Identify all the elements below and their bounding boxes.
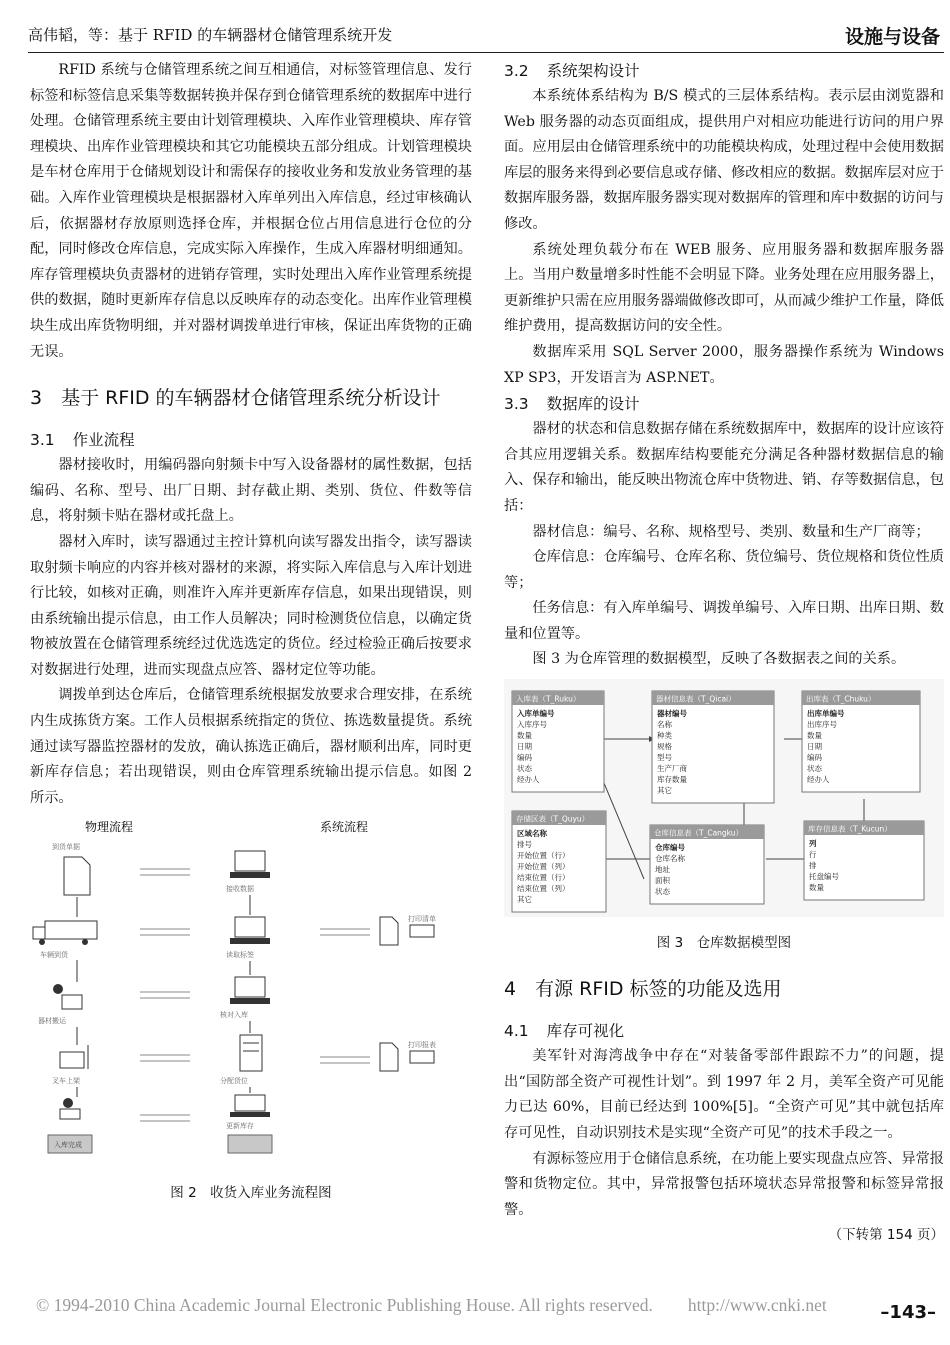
db-table-5 (804, 821, 924, 900)
computer-icon-2 (235, 917, 265, 937)
section-3-3-paragraph-1: 器材的状态和信息数据存储在系统数据库中，数据库的设计应该符合其应用逻辑关系。数据库结构要能充分满足各种器材数据信息的输入、保存和输出，能反映出物流仓库中货物进、销、存等数据信息，包括： (504, 421, 944, 514)
db-field: 仓库编号 (655, 843, 685, 853)
section-3-3-paragraph-5: 图 3 为仓库管理的数据模型，反映了各数据表之间的关系。 (532, 651, 906, 668)
db-field: 数量 (809, 883, 824, 893)
section-3-1-paragraph-3: 调拨单到达仓库后，仓储管理系统根据发放要求合理安排，在系统内生成拣货方案。工作人员根据系统指定的货位、拣选数量提货。系统通过读写器监控器材的发放，确认拣选正确后，器材顺利出库，同时更新库存信息；若出现错误，则由仓库管理系统输出提示信息。如图 2 所示。 (30, 687, 472, 806)
continued-note: （下转第 154 页） (828, 1227, 944, 1244)
db-field: 其它 (517, 895, 532, 905)
phys-label-4: 入库完成 (54, 1141, 82, 1150)
db-field: 出库单编号 (807, 709, 845, 719)
sys-label-0: 接收数据 (226, 885, 254, 894)
db-field: 其它 (657, 786, 672, 796)
report-icon-2 (380, 1043, 398, 1071)
intro-paragraph: RFID 系统与仓储管理系统之间互相通信，对标签管理信息、发行标签和标签信息采集等数据转换并保存到仓储管理系统的数据库中进行处理。仓储管理系统主要由计划管理模块、入库作业管理模块、库存管理模块、出库作业管理模块和其它功能模块五部分组成。计划管理模块是车材仓库用于仓储规划设计和需保存的接收业务和发放业务管理的基础。入库作业管理模块是根据器材入库单列出入库信息，经过审核确认后，依据器材存放原则选择仓库，并根据仓位占用信息进行仓位的分配，同时修改仓库信息，完成实际入库操作，生成入库器材明细通知。库存管理模块负责器材的进销存管理，实时处理出入库作业管理系统提供的数据，随时更新库存信息以反映库存的动态变化。出库作业管理模块生成出库货物明细，并对器材调拨单进行审核，保证出库货物的正确无误。 (30, 62, 472, 360)
phys-label-3: 叉车上架 (52, 1077, 80, 1086)
section-4-1-heading (504, 1018, 944, 1044)
db-field: 生产厂商 (657, 764, 687, 774)
db-field: 编码 (807, 753, 822, 763)
db-table-title: 存储区表（T_Quyu） (516, 814, 590, 824)
left-column (30, 58, 472, 1207)
section-3-2-number: 3.2 (504, 62, 529, 80)
phys-label-0: 到货单据 (52, 843, 80, 852)
report-icon (380, 917, 398, 945)
worker-icon (53, 984, 63, 994)
db-field: 数量 (517, 731, 532, 741)
db-field: 排 (809, 861, 817, 871)
db-field: 结束位置（行） (517, 873, 570, 883)
computer-icon (235, 851, 265, 871)
db-field: 状态 (655, 887, 670, 897)
sys-label-4: 更新库存 (226, 1122, 254, 1131)
db-table-title: 器材信息表（T_Qicai） (656, 694, 736, 704)
section-3-3-title: 数据库的设计 (546, 395, 640, 414)
section-3-3-paragraph-4: 任务信息：有入库单编号、调拨单编号、入库日期、出库日期、数量和位置等。 (504, 600, 944, 642)
truck-icon (45, 921, 97, 939)
section-3-3-paragraph-2: 器材信息：编号、名称、规格型号、类别、数量和生产厂商等； (532, 523, 930, 540)
section-3-1-title: 作业流程 (72, 431, 135, 450)
db-field: 型号 (657, 753, 672, 763)
page-number: –143– (880, 1302, 936, 1323)
figure-3 (504, 679, 944, 956)
header-journal-section: 设施与设备 (844, 26, 940, 48)
db-field: 经办人 (517, 775, 540, 785)
section-3-2-paragraph-3: 数据库采用 SQL Server 2000，服务器操作系统为 Windows XP SP3，开发语言为 ASP.NET。 (504, 343, 944, 386)
db-table-title: 仓库信息表（T_Cangku） (654, 828, 744, 838)
section-4-1-number: 4.1 (504, 1022, 529, 1041)
db-field: 经办人 (807, 775, 830, 785)
db-table-1 (652, 691, 774, 803)
figure-2 (30, 817, 472, 1206)
sys-label-2: 核对入库 (220, 1011, 248, 1020)
db-field: 区域名称 (517, 829, 547, 839)
copyright-footer: © 1994-2010 China Academic Journal Electronic Publishing House. All rights reserved. http://www.cnki.net (36, 1295, 827, 1315)
output-label-0: 打印清单 (408, 915, 436, 924)
section-3-2-paragraph-1: 本系统体系结构为 B/S 模式的三层体系结构。表示层由浏览器和 Web 服务器的动态页面组成，提供用户对相应功能进行访问的用户界面。应用层由仓储管理系统中的功能模块构成，处理过程中会使用数据库层的服务来得到必要信息或存储、修改相应的数据。数据库层对应于数据库服务器，数据库服务器实现对数据库的管理和库中数据的访问与修改。 (504, 88, 944, 232)
printer-icon-2 (410, 1051, 434, 1063)
section-3-3-paragraph-3: 仓库信息：仓库编号、仓库名称、货位编号、货位规格和货位性质等； (504, 549, 944, 591)
cross-flow-arrows (140, 869, 190, 1121)
computer-icon-3 (235, 977, 265, 997)
db-field: 规格 (657, 742, 672, 752)
section-3-3-number: 3.3 (504, 395, 529, 414)
section-3-3-heading (504, 391, 944, 417)
db-field: 仓库名称 (655, 854, 685, 864)
db-field: 行 (809, 850, 817, 860)
db-field: 状态 (807, 764, 822, 774)
phys-label-2: 器材搬运 (38, 1017, 66, 1026)
running-header (28, 22, 940, 52)
db-table-3 (512, 811, 606, 912)
section-4-1-title: 库存可视化 (546, 1022, 625, 1041)
figure-2-flowchart (30, 817, 472, 1167)
db-field: 状态 (517, 764, 532, 774)
header-rule (28, 52, 944, 53)
db-table-0 (512, 691, 604, 792)
db-field: 托盘编号 (809, 872, 839, 882)
section-3-heading: 3 基于 RFID 的车辆器材仓储管理系统分析设计 (30, 387, 441, 410)
sys-label-3: 分配货位 (220, 1077, 248, 1086)
db-field: 出库序号 (807, 720, 837, 730)
document-icon (64, 857, 90, 895)
db-field: 入库单编号 (517, 709, 555, 719)
section-4-1-paragraph-2: 有源标签应用于仓储信息系统，在功能上要实现盘点应答、异常报警和货物定位。其中，异常报警包括环境状态异常报警和标签异常报警。 (504, 1150, 944, 1218)
phys-label-1: 车辆到货 (40, 951, 68, 960)
section-3-2-paragraph-2: 系统处理负载分布在 WEB 服务、应用服务器和数据库服务器上。当用户数量增多时性能不会明显下降。业务处理在应用服务器上，更新维护只需在应用服务器端做修改即可，从而减少维护工作量，降低维护费用，提高数据访问的安全性。 (504, 241, 944, 335)
physical-flow-column (33, 842, 97, 1153)
physical-flow-label: 物理流程 (85, 820, 134, 835)
db-field: 器材编号 (657, 709, 687, 719)
db-table-title: 出库表（T_Chuku） (806, 694, 876, 704)
db-field: 名称 (657, 720, 672, 730)
computer-icon-4 (235, 1095, 265, 1111)
section-3-1-heading (30, 427, 472, 453)
figure-3-data-model (504, 679, 944, 917)
server-icon (240, 1035, 262, 1071)
output-label-1: 打印报表 (408, 1041, 436, 1050)
section-3-2-heading (504, 58, 944, 84)
db-field: 结束位置（列） (517, 884, 570, 894)
db-field: 种类 (657, 731, 672, 741)
system-outputs (320, 914, 436, 1071)
db-table-2 (802, 691, 920, 792)
section-3-2-title: 系统架构设计 (546, 62, 640, 80)
db-field: 数量 (807, 731, 822, 741)
db-table-4 (650, 825, 764, 904)
db-field: 排号 (517, 840, 532, 850)
section-3-1-number: 3.1 (30, 431, 55, 450)
system-flow-label: 系统流程 (320, 820, 369, 835)
system-flow-column (220, 851, 272, 1153)
db-field: 日期 (517, 742, 532, 752)
db-field: 地址 (655, 865, 670, 875)
db-field: 开始位置（行） (517, 851, 570, 861)
db-field: 列 (809, 839, 817, 849)
forklift-icon (60, 1052, 84, 1068)
db-field: 编码 (517, 753, 532, 763)
figure-2-caption: 图 2 收货入库业务流程图 (170, 1185, 332, 1202)
printer-icon (410, 925, 434, 937)
right-column (504, 58, 944, 1249)
db-table-title: 库存信息表（T_Kucun） (808, 824, 892, 834)
db-field: 入库序号 (517, 720, 547, 730)
db-field: 日期 (807, 742, 822, 752)
section-4-1-paragraph-1: 美军针对海湾战争中存在“对装备零部件跟踪不力”的问题，提出“国防部全资产可视性计划”。到 1997 年 2 月，美军全资产可见能力已达 60%，目前已经达到 100%[5]。“全资产可见”其中就包括库存可见性，自动识别技术是实现“全资产可见”的技术手段之一。 (504, 1048, 944, 1142)
db-field: 面积 (655, 876, 670, 886)
section-3-1-paragraph-1: 器材接收时，用编码器向射频卡中写入设备器材的属性数据，包括编码、名称、型号、出厂日期、封存截止期、类别、货位、件数等信息，将射频卡贴在器材或托盘上。 (30, 457, 472, 525)
db-table-title: 入库表（T_Ruku） (516, 694, 581, 704)
figure-3-caption: 图 3 仓库数据模型图 (656, 934, 792, 951)
db-field: 库存数量 (657, 775, 687, 785)
worker-icon-2 (63, 1098, 73, 1108)
db-field: 开始位置（列） (517, 862, 570, 872)
section-4-heading: 4 有源 RFID 标签的功能及选用 (504, 978, 782, 1001)
header-authors-title: 高伟韬，等：基于 RFID 的车辆器材仓储管理系统开发 (28, 26, 393, 44)
sys-label-1: 读取标签 (226, 951, 254, 960)
section-3-1-paragraph-2: 器材入库时，读写器通过主控计算机向读写器发出指令，读写器读取射频卡响应的内容并核对器材的来源，将实际入库信息与入库计划进行比较，如核对正确，则准许入库并更新库存信息，如果出现错误，则由系统输出提示信息，由工作人员解决；同时检测货位信息，以确定货物被放置在仓储管理系统经过优选选定的货位。经过检验正确后按要求对数据进行处理，进而实现盘点应答、器材定位等功能。 (30, 533, 472, 678)
sys-end-box (228, 1135, 272, 1153)
